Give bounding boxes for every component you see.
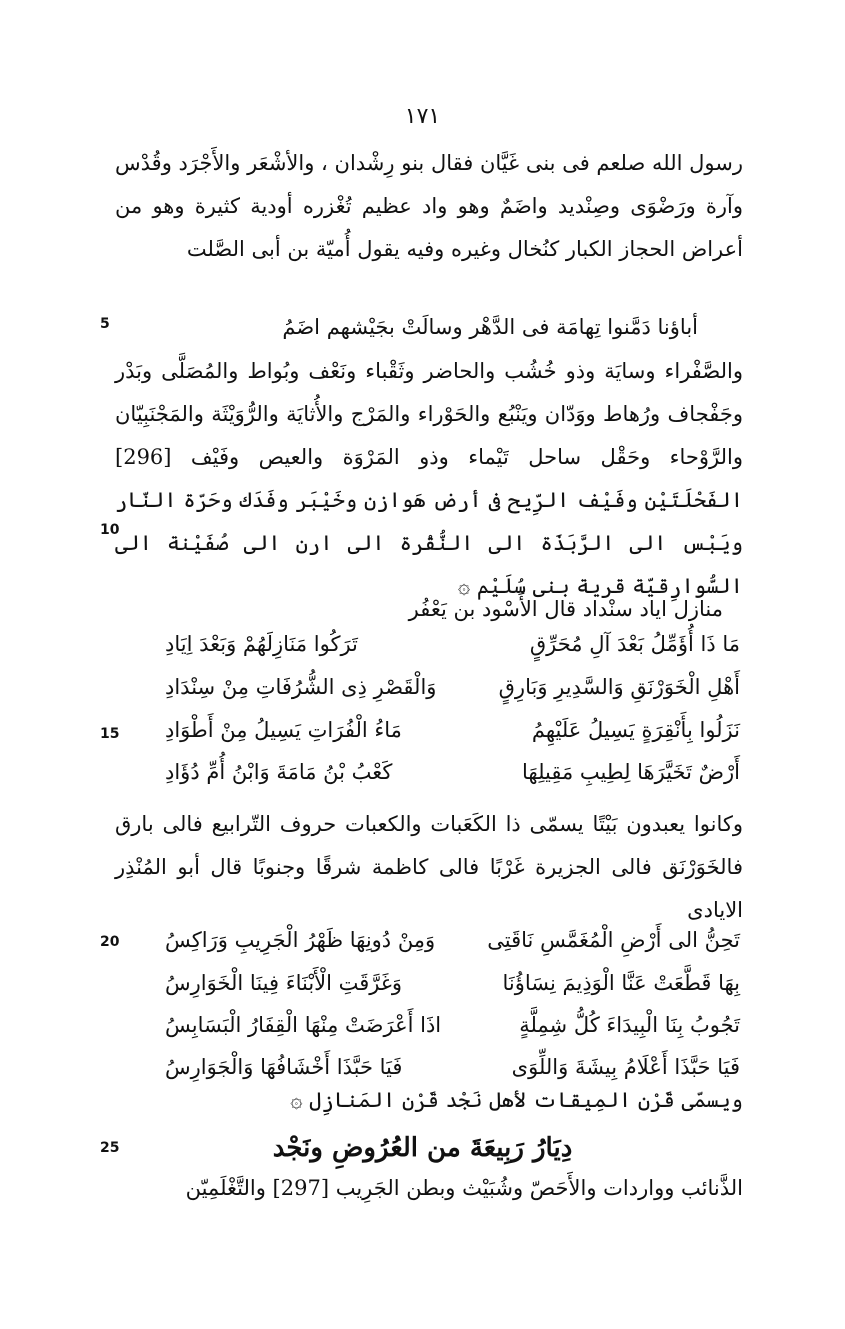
verse-hemistich-second: فَيَا حَبَّذَا أَخْشَافُهَا وَالْجَوَارِسُ	[165, 1055, 403, 1079]
paragraph-3: وكانوا يعبدون بَيْتًا يسمّى ذا الكَعَبات والكعبات حروف التّرابيع فالى بارق فالخَوَرْنَق فالى الجزيرة غَرْبًا فالى كاظمة شرقًا وجنوبًا قال أبو المُنْذِر الايادى	[115, 812, 743, 922]
section-heading: دِيَارُ رَبِيعَةَ من العُرُوضِ ونَجْد	[272, 1133, 573, 1163]
verse-line	[165, 1013, 740, 1049]
verse-line	[165, 632, 740, 668]
verse-hemistich-first: أَهْلِ الْخَوَرْنَقِ وَالسَّدِيرِ وَبَارِقٍ	[498, 675, 740, 699]
page-number: ١٧١	[404, 104, 441, 129]
line-number: 20	[100, 934, 120, 950]
verse-hemistich-second: وَالْقَصْرِ ذِى الشُّرُفَاتِ مِنْ سِنْدَادِ	[165, 675, 437, 699]
line-number: 10	[100, 522, 120, 538]
verse-line	[165, 928, 740, 964]
verse-line	[165, 718, 740, 754]
verse-hemistich-first: تَجُوبُ بِنَا الْبِيدَاءَ كُلُّ شِمِلَّةٍ	[519, 1013, 740, 1037]
paragraph-4: ويسمّى قَرْن المِيقات لأهل نَجْد قَرْن المَنازِل ۞	[290, 1088, 743, 1112]
verse-line	[165, 971, 740, 1007]
verse-hemistich-first: نَزَلُوا بِأَنْقِرَةٍ يَسِيلُ عَلَيْهِمُ	[531, 718, 740, 742]
verse-hemistich-second: مَاءُ الْفُرَاتِ يَسِيلُ مِنْ أَطْوَادِ	[165, 718, 402, 742]
paragraph-places: والصَّفْراء وسايَة وذو خُشُب والحاضر وثَقْباء ونَعْف وبُواط والمُصَلَّى وبَدْر وجَفْجاف ورُهاط ووَدّان ويَنْبُع والحَوْراء والمَرْج والأُثايَة والرُّوَيْثَة والمَجْنَبِيّان والرَّوْحاء وحَقْل ساحل تَيْماء وذو المَرْوَة والعيص وفَيْف [296] الفَحْلَتَيْن وفَيْف الرِّيح فى أرض هَوازن وخَيْبَر وفَدَك وحَرّة النّار ويَبْس الى الرَّبَذَة الى النُّقْرة الى ارن الى صُفَيْنة الى السُّوارِقيّة قرية بنى سُلَيْم ۞	[115, 359, 743, 598]
verse-hemistich-first: فَيَا حَبَّذَا أَعْلَامُ بِيشَةَ وَاللِّوَى	[511, 1055, 740, 1079]
verse-hemistich-second: تَرَكُوا مَنَازِلَهُمْ وَبَعْدَ اِيَادِ	[165, 632, 358, 656]
paragraph-2: منازل اياد سنْداد قال الأَسْود بن يَعْفُر	[408, 597, 723, 621]
paragraph-1: رسول الله صلعم فى بنى غَيَّان فقال بنو رِشْدان ، والأشْعَر والأَجْرَد وقُدْس وآرة ورَضْوَى وصِنْديد واضَمٌ وهو واد عظيم تُغْزره أودية كثيرة وهو من أعراض الحجاز الكبار كنُخال وغيره وفيه يقول أُميّة بن أبى الصَّلت	[115, 151, 743, 261]
verse-hemistich-first: بِهَا قَطَّعَتْ عَنَّا الْوَذِيمَ نِسَاؤُنَا	[502, 971, 740, 995]
verse-hemistich-second: كَعْبُ بْنُ مَامَةَ وَابْنُ أُمِّ دُؤَادِ	[165, 760, 393, 784]
verse-line	[165, 675, 740, 711]
verse-hemistich-second: وَغَرَّقَتِ الْأَبْنَاءَ فِينَا الْخَوَارِسُ	[165, 971, 403, 995]
line-number: 25	[100, 1140, 120, 1156]
verse-hemistich-second: اذَا أَعْرَضَتْ مِنْهَا الْقِفَارُ الْبَسَابِسُ	[165, 1013, 442, 1037]
paragraph-5: الذَّنائب وواردات والأَحَصّ وشُبَيْث وبطن الجَرِيب [297] والتَّغْلَمِيّن	[185, 1176, 743, 1200]
verse-hemistich-second: وَمِنْ دُونِهَا ظَهْرُ الْجَرِيبِ وَرَاكِسُ	[165, 928, 436, 952]
verse-hemistich-first: تَحِنُّ الى أَرْضِ الْمُغَمَّسِ نَاقَتِى	[487, 928, 740, 952]
verse-hemistich-first: مَا ذَا أُؤَمِّلُ بَعْدَ آلِ مُحَرِّقٍ	[529, 632, 740, 656]
verse-hemistich-first: أَرْضٌ تَخَيَّرَهَا لِطِيبِ مَقِيلِهَا	[521, 760, 740, 784]
verse-line	[165, 760, 740, 796]
line-number: 15	[100, 726, 120, 742]
verse-intro: أباؤنا دَمَّنوا تِهامَة فى الدَّهْر وسالَتْ بجَيْشهم اضَمُ	[282, 315, 698, 339]
line-number: 5	[100, 316, 110, 332]
